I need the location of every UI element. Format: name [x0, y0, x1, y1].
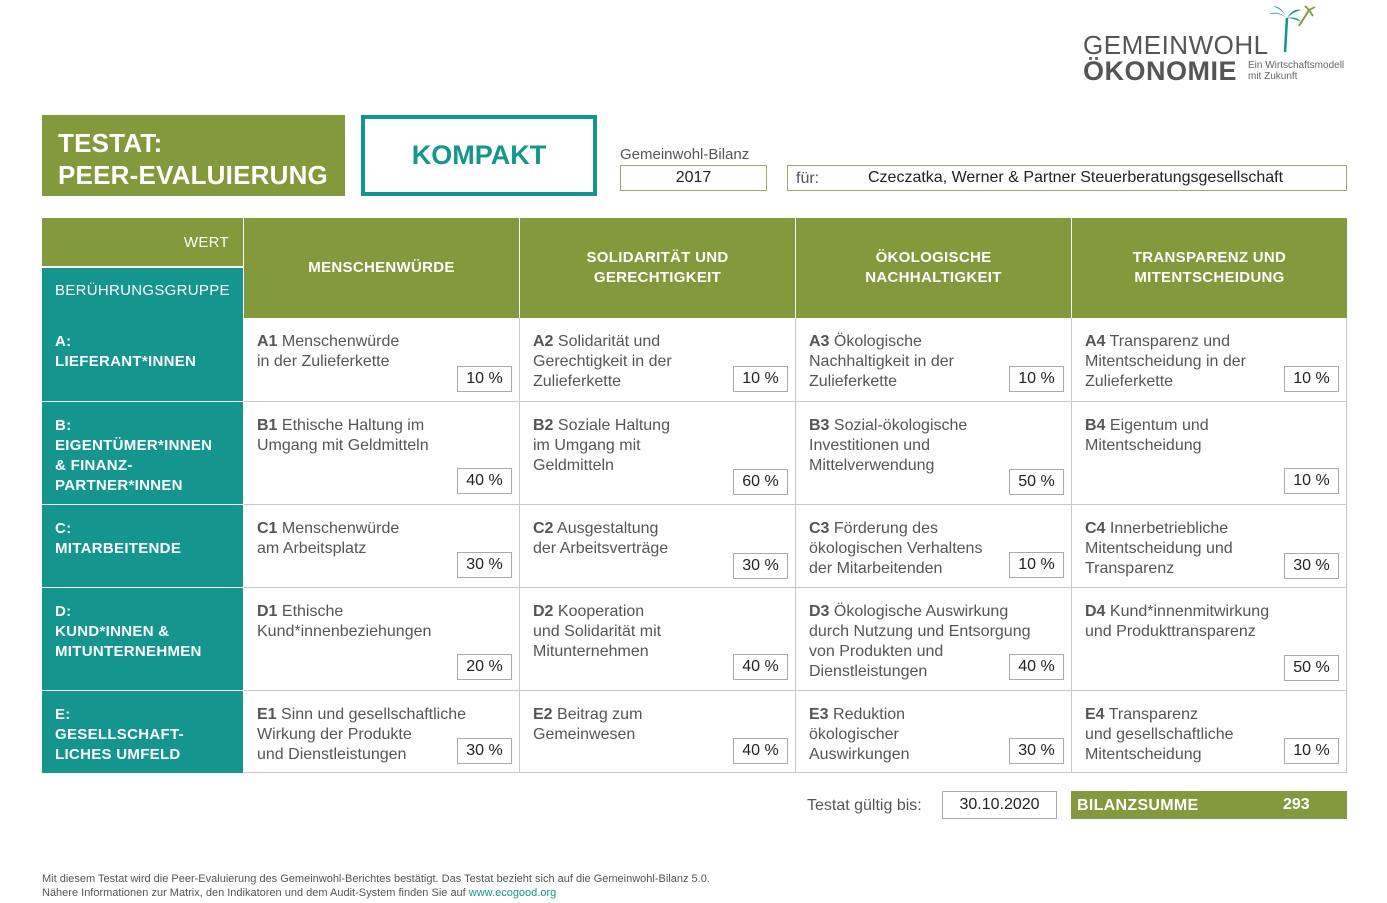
row-label-line: A: [55, 333, 72, 350]
cell-text: Zulieferkette [809, 373, 898, 390]
cell-code: C2 [533, 520, 554, 537]
percentage-field: 10 % [1284, 366, 1339, 392]
matrix-cell-a4 [1072, 318, 1347, 402]
cell-text: Beitrag zum [552, 706, 643, 723]
row-label-line: MITARBEITENDE [55, 540, 182, 557]
matrix-cell-e1 [244, 691, 520, 773]
percentage-field: 10 % [1284, 738, 1339, 764]
matrix-cell-a2 [520, 318, 796, 402]
wert-header: WERT [42, 218, 243, 267]
matrix-cell-c4 [1072, 505, 1347, 588]
logo-line-2: ÖKONOMIE [1083, 56, 1238, 86]
cell-text: Sozial-ökologische [829, 417, 968, 434]
cell-code: E2 [533, 706, 553, 723]
cell-text: ökologischer [809, 726, 899, 743]
cell-code: A4 [1085, 333, 1106, 350]
beruehrungsgruppe-header: BERÜHRUNGSGRUPPE [42, 267, 243, 318]
row-label-line: B: [55, 417, 72, 434]
cell-text: Wirkung der Produkte [257, 726, 412, 743]
row-label-line: & FINANZ- [55, 457, 133, 474]
cell-code: C1 [257, 520, 278, 537]
row-label-b [42, 402, 243, 504]
percentage-field: 40 % [733, 654, 788, 680]
logo-line-1: GEMEINWOHL [1083, 30, 1269, 60]
cell-text: Gerechtigkeit in der [533, 353, 672, 370]
bilanzsumme-box [1071, 791, 1347, 819]
bilanzsumme-value: 293 [1283, 796, 1310, 813]
corner-divider [42, 266, 243, 268]
bilanz-label: Gemeinwohl-Bilanz [620, 146, 750, 163]
gwoe-logo [1083, 4, 1363, 94]
ecogood-link[interactable]: www.ecogood.org [468, 887, 557, 899]
percentage-field: 30 % [1009, 738, 1064, 764]
cell-text: Auswirkungen [809, 746, 910, 763]
cell-text: Kooperation [553, 603, 645, 620]
cell-text: Zulieferkette [533, 373, 622, 390]
footnote-line-1: Mit diesem Testat wird die Peer-Evaluierung des Gemeinwohl-Berichtes bestätigt. Das Testat bezieht sich auf die Gemeinwohl-Bilanz 5.0. [42, 873, 710, 885]
percentage-field: 50 % [1009, 469, 1064, 495]
cell-text: Transparenz [1085, 560, 1175, 577]
cell-text: Mitentscheidung [1085, 746, 1202, 763]
fuer-label: für: [796, 170, 820, 187]
column-header-transparenz [1072, 218, 1347, 318]
percentage-field: 30 % [457, 738, 512, 764]
cell-code: D1 [257, 603, 278, 620]
percentage-field: 10 % [457, 366, 512, 392]
cell-text: Mitentscheidung und [1085, 540, 1233, 557]
column-header-line: ÖKOLOGISCHE [875, 249, 992, 266]
cell-text: Ethische Haltung im [277, 417, 425, 434]
cell-text: Transparenz und [1105, 333, 1230, 350]
cell-text: Reduktion [828, 706, 906, 723]
cell-text: der Arbeitsverträge [533, 540, 669, 557]
percentage-field: 10 % [1009, 366, 1064, 392]
matrix-cell-c2 [520, 505, 796, 588]
cell-text: am Arbeitsplatz [257, 540, 367, 557]
cell-code: E4 [1085, 706, 1105, 723]
percentage-field: 30 % [457, 552, 512, 578]
footnote [42, 872, 710, 900]
cell-code: D3 [809, 603, 830, 620]
percentage-field: 20 % [457, 654, 512, 680]
cell-text: Ökologische Auswirkung [829, 603, 1009, 620]
column-header-line: SOLIDARITÄT UND [586, 249, 729, 266]
row-label-d [42, 588, 243, 690]
bilanzsumme-label: BILANZSUMME [1077, 797, 1199, 814]
matrix-cell-a3 [796, 318, 1072, 402]
matrix-cell-d2 [520, 588, 796, 691]
cell-text: Sinn und gesellschaftliche [276, 706, 467, 723]
cell-code: D2 [533, 603, 554, 620]
column-header-line: NACHHALTIGKEIT [865, 269, 1002, 286]
percentage-field: 40 % [457, 468, 512, 494]
matrix-cell-e3 [796, 691, 1072, 773]
cell-text: Geldmitteln [533, 457, 614, 474]
column-header-solidaritaet [520, 218, 795, 318]
cell-code: B2 [533, 417, 554, 434]
company-name: Czeczatka, Werner & Partner Steuerberatungsgesellschaft [868, 169, 1284, 186]
column-header-oekologie [796, 218, 1071, 318]
matrix-cell-c1 [244, 505, 520, 588]
footnote-text: Nähere Informationen zur Matrix, den Indikatoren und dem Audit-System finden Sie auf [42, 887, 469, 899]
cell-text: und Dienstleistungen [257, 746, 407, 763]
title-line-1: TESTAT: [58, 128, 163, 158]
cell-text: Ökologische [829, 333, 922, 350]
logo-tagline-2: mit Zukunft [1248, 71, 1298, 82]
cell-text: Mitentscheidung in der [1085, 353, 1246, 370]
cell-text: Mittelverwendung [809, 457, 935, 474]
row-label-line: LIEFERANT*INNEN [55, 353, 197, 370]
matrix-cell-b1 [244, 402, 520, 505]
cell-text: und Solidarität mit [533, 623, 662, 640]
cell-text: Mitentscheidung [1085, 437, 1202, 454]
logo-tagline-1: Ein Wirtschaftsmodell [1248, 60, 1345, 71]
palm-tree-icon [1263, 4, 1323, 54]
matrix-cell-c3 [796, 505, 1072, 588]
percentage-field: 50 % [1284, 655, 1339, 681]
cell-text: Ausgestaltung [553, 520, 659, 537]
cell-code: C3 [809, 520, 830, 537]
percentage-field: 40 % [1009, 654, 1064, 680]
cell-text: und Produkttransparenz [1085, 623, 1256, 640]
matrix-cell-b4 [1072, 402, 1347, 505]
row-label-line: LICHES UMFELD [55, 746, 181, 763]
title-box [42, 115, 345, 196]
cell-text: Gemeinwesen [533, 726, 636, 743]
row-label-line: E: [55, 706, 71, 723]
row-label-line: PARTNER*INNEN [55, 477, 183, 494]
row-label-line: C: [55, 520, 72, 537]
cell-text: Menschenwürde [277, 333, 400, 350]
kompakt-badge: KOMPAKT [361, 115, 597, 196]
cell-text: Kund*innenbeziehungen [257, 623, 432, 640]
row-label-line: EIGENTÜMER*INNEN [55, 437, 213, 454]
cell-text: und gesellschaftliche [1085, 726, 1234, 743]
matrix-cell-d4 [1072, 588, 1347, 691]
matrix-cell-b3 [796, 402, 1072, 505]
matrix-cell-a1 [244, 318, 520, 402]
percentage-field: 30 % [733, 553, 788, 579]
row-label-e [42, 691, 243, 773]
column-header-menschenwuerde [244, 218, 519, 318]
cell-text: Menschenwürde [277, 520, 400, 537]
cell-text: der Mitarbeitenden [809, 560, 943, 577]
column-header-line: MENSCHENWÜRDE [308, 259, 455, 276]
cell-text: Ethische [277, 603, 344, 620]
cell-text: Kund*innenmitwirkung [1105, 603, 1270, 620]
cell-text: Umgang mit Geldmitteln [257, 437, 429, 454]
logo-tagline [1248, 60, 1344, 82]
cell-text: durch Nutzung und Entsorgung [809, 623, 1031, 640]
cell-code: C4 [1085, 520, 1106, 537]
matrix-cell-e2 [520, 691, 796, 773]
cell-text: Zulieferkette [1085, 373, 1174, 390]
title-line-2: PEER-EVALUIERUNG [58, 160, 328, 190]
cell-code: B4 [1085, 417, 1106, 434]
cell-code: E1 [257, 706, 277, 723]
cell-text: Förderung des [829, 520, 938, 537]
matrix-cell-b2 [520, 402, 796, 505]
cell-text: Solidarität und [553, 333, 661, 350]
cell-text: Nachhaltigkeit in der [809, 353, 954, 370]
cell-text: im Umgang mit [533, 437, 641, 454]
percentage-field: 10 % [733, 366, 788, 392]
percentage-field: 10 % [1009, 552, 1064, 578]
footnote-line-2 [42, 886, 710, 900]
cell-text: Mitunternehmen [533, 643, 649, 660]
year-field: 2017 [620, 165, 767, 191]
cell-text: Eigentum und [1105, 417, 1209, 434]
cell-text: in der Zulieferkette [257, 353, 390, 370]
cell-text: ökologischen Verhaltens [809, 540, 983, 557]
row-label-a [42, 318, 243, 401]
row-label-line: MITUNTERNEHMEN [55, 643, 202, 660]
cell-text: Investitionen und [809, 437, 930, 454]
matrix-table [42, 218, 1347, 773]
column-header-line: GERECHTIGKEIT [593, 269, 722, 286]
row-label-line: D: [55, 603, 72, 620]
percentage-field: 10 % [1284, 468, 1339, 494]
cell-code: A1 [257, 333, 278, 350]
cell-code: B3 [809, 417, 830, 434]
valid-until-field: 30.10.2020 [942, 791, 1057, 819]
column-header-line: TRANSPARENZ UND [1132, 249, 1287, 266]
matrix-cell-d1 [244, 588, 520, 691]
cell-text: Transparenz [1104, 706, 1198, 723]
column-header-line: MITENTSCHEIDUNG [1134, 269, 1285, 286]
valid-until-label: Testat gültig bis: [807, 797, 922, 814]
cell-text: von Produkten und [809, 643, 944, 660]
company-field [787, 165, 1347, 191]
cell-text: Innerbetriebliche [1105, 520, 1229, 537]
row-label-line: KUND*INNEN & [55, 623, 170, 640]
cell-code: A3 [809, 333, 830, 350]
row-label-line: GESELLSCHAFT- [55, 726, 184, 743]
percentage-field: 30 % [1284, 553, 1339, 579]
cell-text: Dienstleistungen [809, 663, 928, 680]
cell-text: Soziale Haltung [553, 417, 670, 434]
cell-code: E3 [809, 706, 829, 723]
matrix-cell-d3 [796, 588, 1072, 691]
cell-code: A2 [533, 333, 554, 350]
matrix-cell-e4 [1072, 691, 1347, 773]
row-label-c [42, 505, 243, 587]
percentage-field: 40 % [733, 738, 788, 764]
cell-code: B1 [257, 417, 278, 434]
percentage-field: 60 % [733, 469, 788, 495]
cell-code: D4 [1085, 603, 1106, 620]
